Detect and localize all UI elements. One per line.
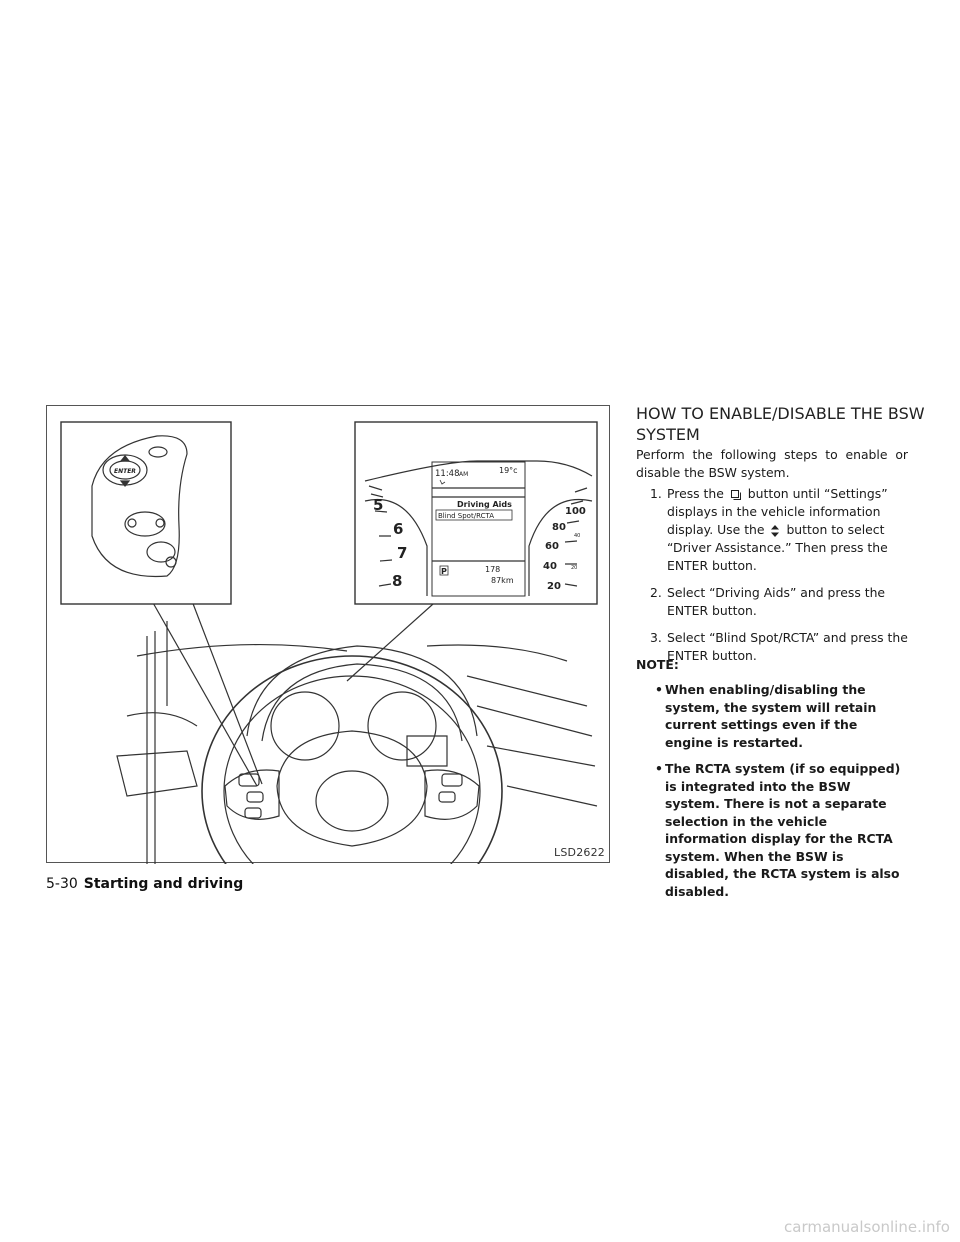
kmh-mark-20: 20: [571, 565, 578, 571]
display-ampm: AM: [459, 471, 469, 478]
kmh-mark-40: 40: [574, 533, 581, 539]
speed-mark-20: 20: [547, 581, 561, 592]
settings-button-icon: [730, 489, 742, 501]
note-label: NOTE:: [636, 657, 679, 672]
step-item: [650, 485, 908, 575]
display-odometer: 87km: [491, 576, 514, 585]
chapter-title: Starting and driving: [83, 876, 244, 892]
step-number: 3.: [650, 630, 662, 645]
tach-mark-8: 8: [392, 572, 403, 590]
step-text-pre: Press the: [667, 486, 724, 501]
step-number: 2.: [650, 585, 662, 600]
note-text: When enabling/disabling the system, the system will retain current settings even if the engine is restarted.: [665, 682, 877, 750]
tach-mark-7: 7: [397, 544, 408, 562]
notes-list: [655, 681, 908, 909]
note-item: [655, 681, 908, 751]
tach-mark-5: 5: [373, 496, 384, 514]
step-text: Select “Blind Spot/RCTA” and press the ENTER button.: [667, 630, 908, 663]
figure-code: LSD2622: [554, 846, 605, 859]
display-temperature: 19°c: [499, 466, 518, 475]
display-time: 11:48: [435, 469, 460, 479]
section-title: HOW TO ENABLE/DISABLE THE BSW SYSTEM: [636, 404, 925, 444]
display-range: 178: [485, 565, 501, 574]
steps-list: [650, 485, 908, 674]
figure-steering-wheel-illustration: [46, 405, 610, 863]
step-number: 1.: [650, 486, 662, 501]
tach-mark-6: 6: [393, 520, 404, 538]
note-text: The RCTA system (if so equipped) is integrated into the BSW system. There is not a separate selection in the vehicle information display for the RCTA system. When the BSW is disabled, the RCTA system is also disabled.: [665, 761, 901, 899]
enter-button-label: ENTER: [114, 468, 136, 475]
step-item: [650, 584, 908, 620]
step-text-mid: button until “Settings” displays in the vehicle information display. Use the: [667, 486, 888, 537]
step-item: [650, 629, 908, 665]
display-gear: P: [441, 567, 447, 576]
speed-mark-100: 100: [565, 506, 586, 517]
bullet-icon: •: [655, 682, 663, 697]
speed-mark-80: 80: [552, 522, 566, 533]
page-number: 5-30: [46, 876, 78, 892]
up-down-arrow-icon: [770, 524, 780, 538]
display-menu-item: Blind Spot/RCTA: [438, 512, 494, 520]
bullet-icon: •: [655, 761, 663, 776]
steering-wheel-drawing: [47, 406, 611, 864]
section-intro: Perform the following steps to enable or disable the BSW system.: [636, 447, 908, 480]
page-footer: [46, 876, 243, 892]
display-menu-title: Driving Aids: [457, 500, 512, 509]
speed-mark-60: 60: [545, 541, 559, 552]
note-item: [655, 760, 908, 900]
step-text: Select “Driving Aids” and press the ENTER button.: [667, 585, 886, 618]
watermark[interactable]: carmanualsonline.info: [784, 1218, 950, 1236]
speed-mark-40: 40: [543, 561, 557, 572]
step-text-post: button to select “Driver Assistance.” Then press the ENTER button.: [667, 522, 888, 573]
